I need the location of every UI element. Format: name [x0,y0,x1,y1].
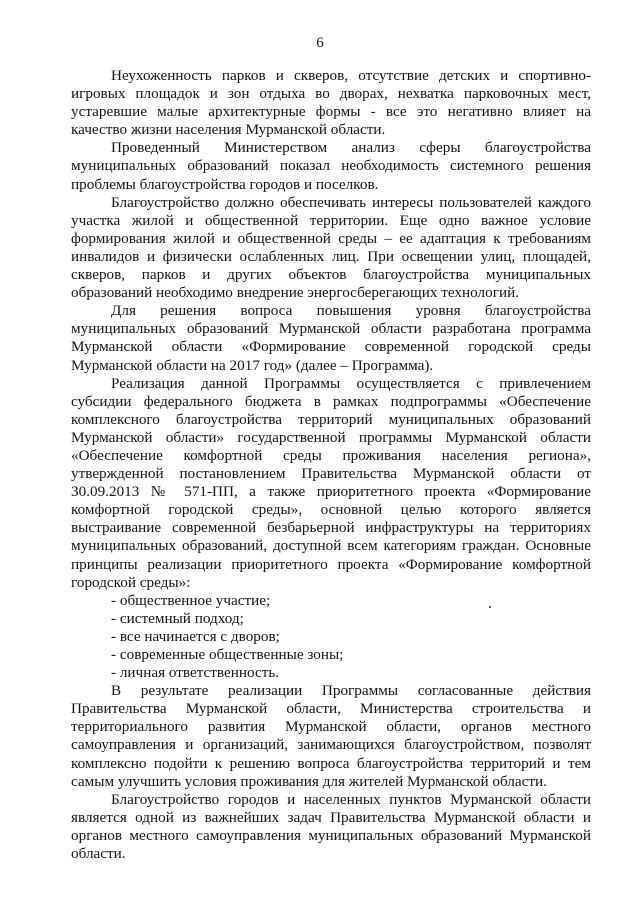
paragraph-2: Проведенный Министерством анализ сферы благоустройства муниципальных образований показал необходимость системного решения проблемы благоустройства городов и поселков. [71,139,591,193]
paragraph-3: Благоустройство должно обеспечивать интересы пользователей каждого участка жилой и общественной территории. Еще одно важное условие формирования жилой и общественной среды – ее адаптация к требованиям инвалидов и физически ослабленных лиц. При освещении улиц, площадей, скверов, парков и других объектов благоустройства муниципальных образований необходимо внедрение энергосберегающих технологий. [71,193,591,302]
list-item: - личная ответственность. [111,664,280,682]
list-item: - общественное участие; [111,591,271,609]
paragraph-1: Неухоженность парков и скверов, отсутствие детских и спортивно-игровых площадок и зон отдыха во дворах, нехватка парковочных мест, устаревшие малые архитектурные формы - все это негативно влияет на качество жизни населения Мурманской области. [71,67,591,139]
list-item: - все начинается с дворов; [111,627,280,645]
scan-speck [489,606,491,608]
list-item: - системный подход; [111,609,244,627]
paragraph-4: Для решения вопроса повышения уровня благоустройства муниципальных образований Мурманской области разработана программа Мурманской области «Формирование современной городской среды Мурманской области на 2017 год» (далее – Программа). [71,302,591,374]
principles-list [71,592,591,682]
paragraph-5: Реализация данной Программы осуществляется с привлечением субсидии федерального бюджета в рамках подпрограммы «Обеспечение комплексного благоустройства территорий муниципальных образований Мурманской области» государственной программы Мурманской области «Обеспечение комфортной среды проживания населения региона», утвержденной постановлением Правительства Мурманской области от 30.09.2013 № 571-ПП, а также приоритетного проекта «Формирование комфортной городской среды», основной целью которого является выстраивание современной безбарьерной инфраструктуры на территориях муниципальных образований, доступной всем категориям граждан. Основные принципы реализации приоритетного проекта «Формирование комфортной городской среды»: [71,374,591,591]
paragraph-6: В результате реализации Программы согласованные действия Правительства Мурманской области, Министерства строительства и территориального развития Мурманской области, органов местного самоуправления и организаций, занимающихся благоустройством, позволят комплексно подойти к решению вопроса благоустройства территорий и тем самым улучшить условия проживания для жителей Мурманской области. [71,682,591,790]
page-number: 6 [316,35,324,51]
document-body [71,67,591,863]
list-item: - современные общественные зоны; [111,646,344,663]
paragraph-7: Благоустройство городов и населенных пунктов Мурманской области является одной из важнейших задач Правительства Мурманской области и органов местного самоуправления муниципальных образований Мурманской области. [71,790,591,863]
